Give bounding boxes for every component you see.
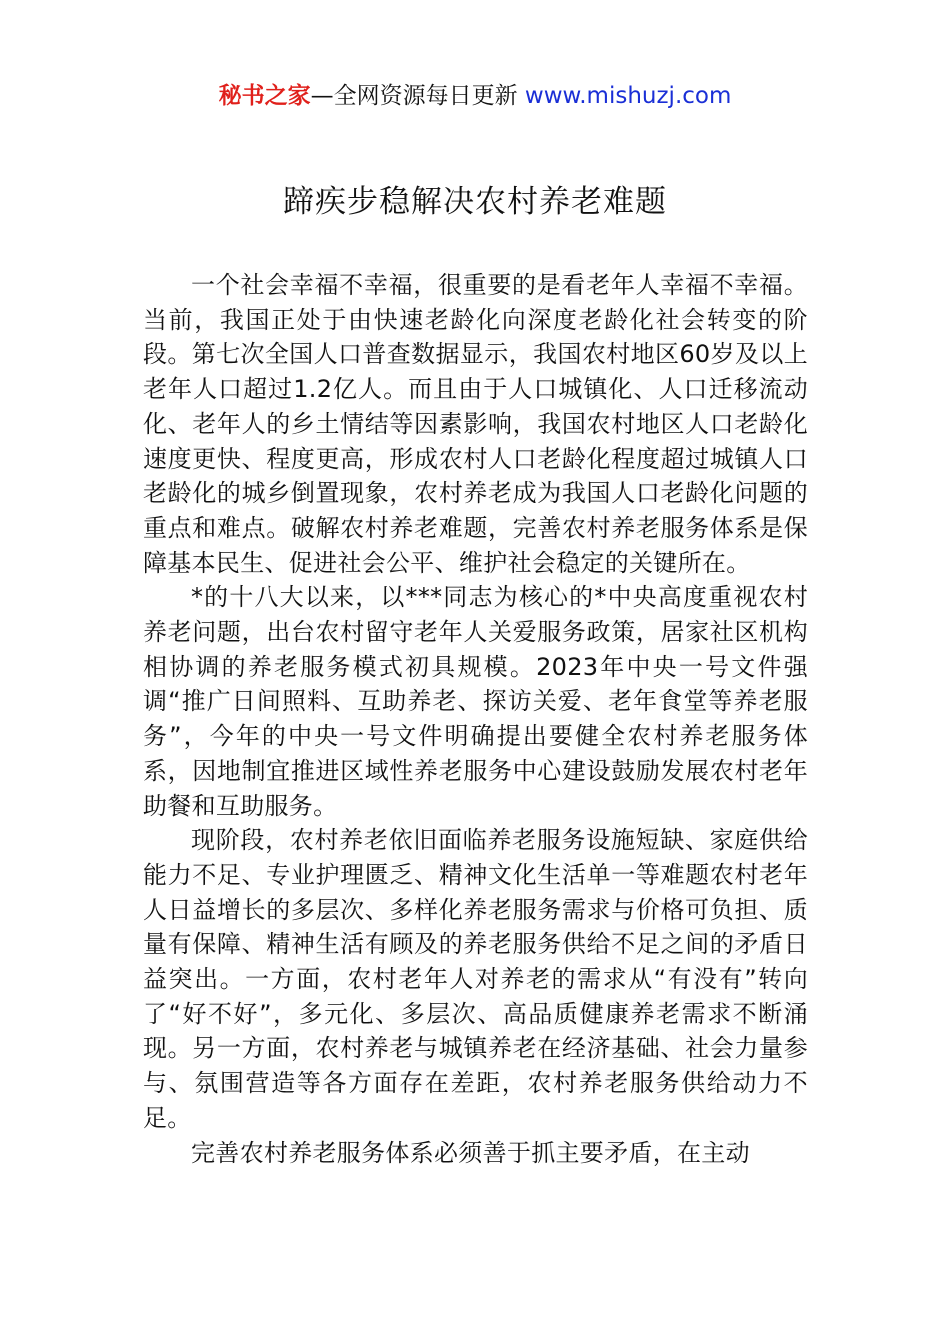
site-url-link[interactable]: www.mishuzj.com (524, 83, 732, 109)
site-brand: 秘书之家 (218, 83, 311, 109)
site-header (0, 80, 950, 112)
body-paragraph: 一个社会幸福不幸福，很重要的是看老年人幸福不幸福。当前，我国正处于由快速老龄化向深度老龄化社会转变的阶段。第七次全国人口普查数据显示，我国农村地区60岁及以上老年人口超过1.2亿人。而且由于人口城镇化、人口迁移流动化、老年人的乡土情结等因素影响，我国农村地区人口老龄化速度更快、程度更高，形成农村人口老龄化程度超过城镇人口老龄化的城乡倒置现象，农村养老成为我国人口老龄化问题的重点和难点。破解农村养老难题，完善农村养老服务体系是保障基本民生、促进社会公平、维护社会稳定的关键所在。 (143, 271, 808, 577)
document-body (143, 268, 808, 1170)
site-tagline: —全网资源每日更新 (310, 83, 525, 109)
body-paragraph: 完善农村养老服务体系必须善于抓主要矛盾，在主动 (191, 1138, 750, 1167)
document-title: 蹄疾步稳解决农村养老难题 (283, 184, 667, 220)
body-paragraph: *的十八大以来，以***同志为核心的*中央高度重视农村养老问题，出台农村留守老年人关爱服务政策，居家社区机构相协调的养老服务模式初具规模。2023年中央一号文件强调“推广日间照料、互助养老、探访关爱、老年食堂等养老服务”，今年的中央一号文件明确提出要健全农村养老服务体系，因地制宜推进区域性养老服务中心建设鼓励发展农村老年助餐和互助服务。 (143, 583, 808, 820)
body-paragraph: 现阶段，农村养老依旧面临养老服务设施短缺、家庭供给能力不足、专业护理匮乏、精神文化生活单一等难题农村老年人日益增长的多层次、多样化养老服务需求与价格可负担、质量有保障、精神生活有顾及的养老服务供给不足之间的矛盾日益突出。一方面，农村老年人对养老的需求从“有没有”转向了“好不好”，多元化、多层次、高品质健康养老需求不断涌现。另一方面，农村养老与城镇养老在经济基础、社会力量参与、氛围营造等各方面存在差距，农村养老服务供给动力不足。 (143, 826, 808, 1132)
